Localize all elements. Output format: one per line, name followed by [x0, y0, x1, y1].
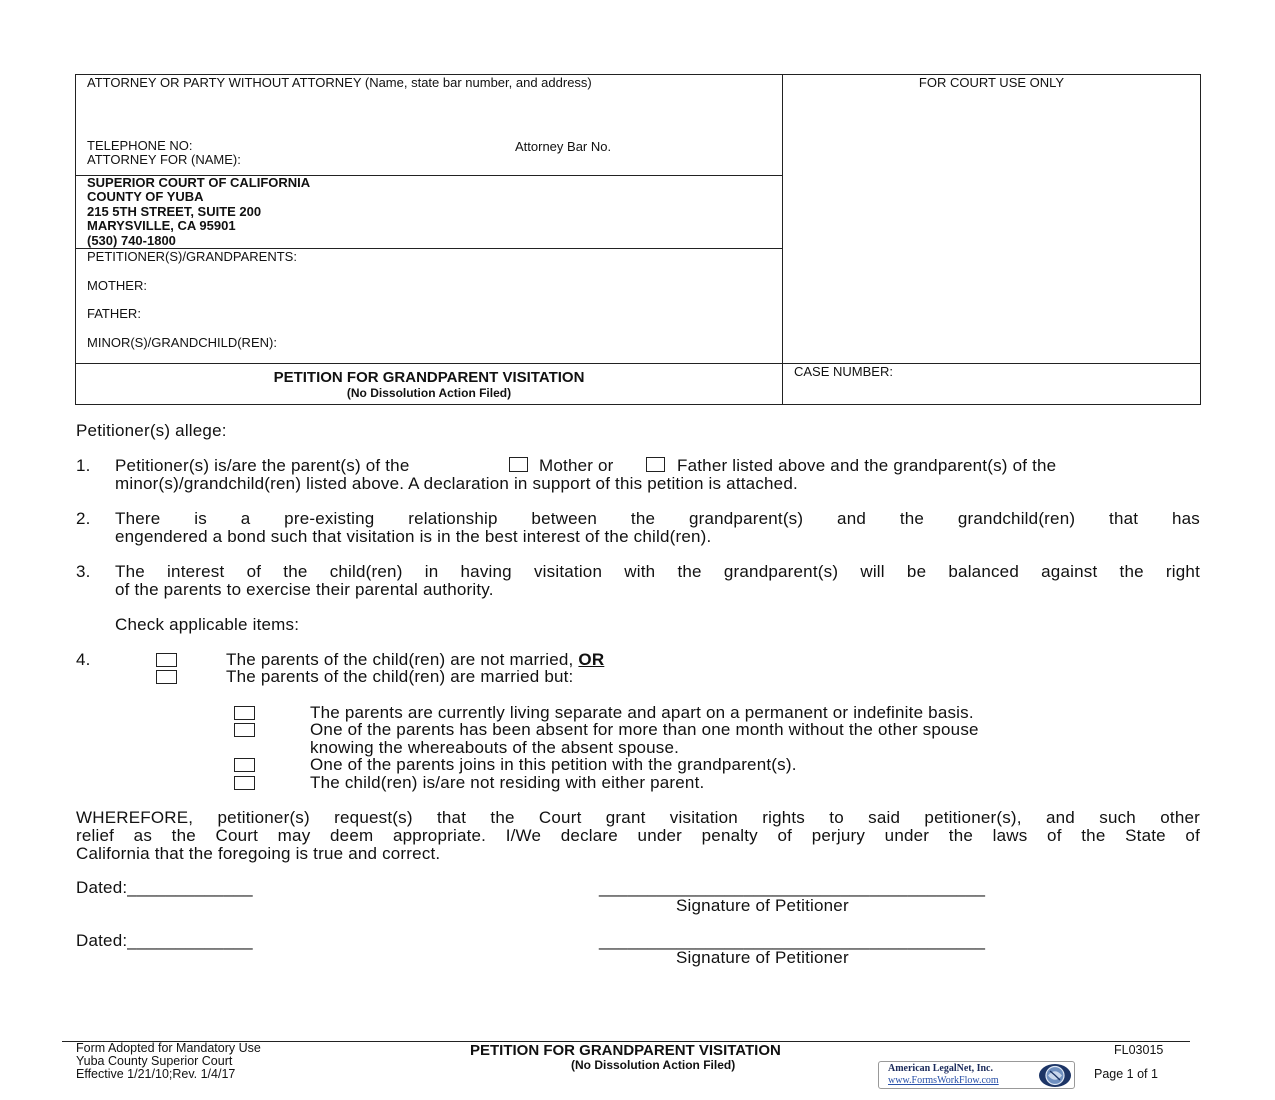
- attorney-box: [75, 74, 783, 176]
- absent-text: One of the parents has been absent for more than one month without the other spouse: [310, 720, 979, 739]
- not-married-label: The parents of the child(ren) are not married,: [226, 650, 574, 669]
- globe-icon: [1037, 1063, 1073, 1088]
- absent-text-2: knowing the whereabouts of the absent spouse.: [310, 738, 680, 757]
- item1-father-text: Father listed above and the grandparent(s) of the: [677, 456, 1057, 475]
- item1-mother-text: Mother or: [539, 456, 614, 475]
- logo-company: American LegalNet, Inc.: [888, 1063, 993, 1074]
- footer-page-number: Page 1 of 1: [1094, 1067, 1158, 1081]
- check-applicable-text: Check applicable items:: [115, 615, 300, 634]
- petitioner-label: PETITIONER(S)/GRANDPARENTS:: [87, 249, 297, 264]
- footer-adopted: Form Adopted for Mandatory Use: [76, 1041, 261, 1055]
- court-county: COUNTY OF YUBA: [87, 189, 204, 204]
- item3-line1: The interest of the child(ren) in having visitation with the grandparent(s) will be balanced against the right: [115, 562, 1200, 581]
- legalnet-logo[interactable]: [878, 1061, 1075, 1089]
- case-number-box: [782, 363, 1201, 405]
- court-use-box: [782, 74, 1201, 364]
- item1-number: 1.: [76, 456, 91, 475]
- court-street: 215 5TH STREET, SUITE 200: [87, 204, 262, 219]
- footer-subtitle: (No Dissolution Action Filed): [571, 1058, 736, 1072]
- attorney-bar-label: Attorney Bar No.: [515, 139, 612, 154]
- court-name: SUPERIOR COURT OF CALIFORNIA: [87, 175, 311, 190]
- wherefore-line1: WHEREFORE, petitioner(s) request(s) that the Court grant visitation rights to said petitioner(s), and such other: [76, 808, 1200, 827]
- footer-form-code: FL03015: [1114, 1043, 1164, 1057]
- court-phone: (530) 740-1800: [87, 233, 176, 248]
- signature-line-2[interactable]: ________________________________________: [599, 931, 986, 950]
- signature-line-1[interactable]: ________________________________________: [599, 878, 986, 897]
- wherefore-line3: California that the foregoing is true and correct.: [76, 844, 441, 863]
- minors-label: MINOR(S)/GRANDCHILD(REN):: [87, 335, 277, 350]
- father-checkbox[interactable]: [646, 457, 665, 472]
- item4-number: 4.: [76, 650, 91, 669]
- item2-line2: engendered a bond such that visitation is in the best interest of the child(ren).: [115, 527, 712, 546]
- attorney-for-label: ATTORNEY FOR (NAME):: [87, 152, 241, 167]
- not-residing-text: The child(ren) is/are not residing with either parent.: [310, 773, 705, 792]
- court-address-box: [75, 175, 783, 249]
- form-title: PETITION FOR GRANDPARENT VISITATION: [273, 369, 585, 386]
- title-box: [75, 363, 783, 405]
- footer-title: PETITION FOR GRANDPARENT VISITATION: [470, 1042, 781, 1059]
- separate-checkbox[interactable]: [234, 706, 255, 720]
- item1-line2: minor(s)/grandchild(ren) listed above. A declaration in support of this petition is attached.: [115, 474, 798, 493]
- item3-line2: of the parents to exercise their parental authority.: [115, 580, 494, 599]
- footer-court: Yuba County Superior Court: [76, 1054, 233, 1068]
- court-city: MARYSVILLE, CA 95901: [87, 218, 236, 233]
- court-use-label: FOR COURT USE ONLY: [918, 75, 1065, 90]
- attorney-label: ATTORNEY OR PARTY WITHOUT ATTORNEY (Name, state bar number, and address): [87, 75, 592, 90]
- item2-number: 2.: [76, 509, 91, 528]
- telephone-label: TELEPHONE NO:: [87, 138, 193, 153]
- intro-text: Petitioner(s) allege:: [76, 421, 227, 440]
- joins-text: One of the parents joins in this petition with the grandparent(s).: [310, 755, 797, 774]
- not-married-checkbox[interactable]: [156, 653, 177, 667]
- father-label: FATHER:: [87, 306, 141, 321]
- or-text: OR: [578, 650, 605, 669]
- married-but-text: The parents of the child(ren) are married but:: [226, 667, 574, 686]
- item2-line1: There is a pre-existing relationship between the grandparent(s) and the grandchild(ren) that has: [115, 509, 1200, 528]
- footer-effective: Effective 1/21/10;Rev. 1/4/17: [76, 1067, 236, 1081]
- separate-text: The parents are currently living separate and apart on a permanent or indefinite basis.: [310, 703, 974, 722]
- mother-label: MOTHER:: [87, 278, 147, 293]
- signature-label-1: Signature of Petitioner: [676, 896, 849, 915]
- form-subtitle: (No Dissolution Action Filed): [346, 386, 512, 400]
- parties-box: [75, 248, 783, 364]
- married-checkbox[interactable]: [156, 670, 177, 684]
- dated-field-1[interactable]: Dated:_____________: [76, 878, 253, 897]
- item1-text-a: Petitioner(s) is/are the parent(s) of the: [115, 456, 410, 475]
- logo-url: www.FormsWorkFlow.com: [888, 1075, 999, 1086]
- joins-checkbox[interactable]: [234, 758, 255, 772]
- dated-field-2[interactable]: Dated:_____________: [76, 931, 253, 950]
- not-residing-checkbox[interactable]: [234, 776, 255, 790]
- case-number-label: CASE NUMBER:: [794, 364, 893, 379]
- absent-checkbox[interactable]: [234, 723, 255, 737]
- mother-checkbox[interactable]: [509, 457, 528, 472]
- item3-number: 3.: [76, 562, 91, 581]
- signature-label-2: Signature of Petitioner: [676, 948, 849, 967]
- wherefore-line2: relief as the Court may deem appropriate. I/We declare under penalty of perjury under the laws of the State of: [76, 826, 1200, 845]
